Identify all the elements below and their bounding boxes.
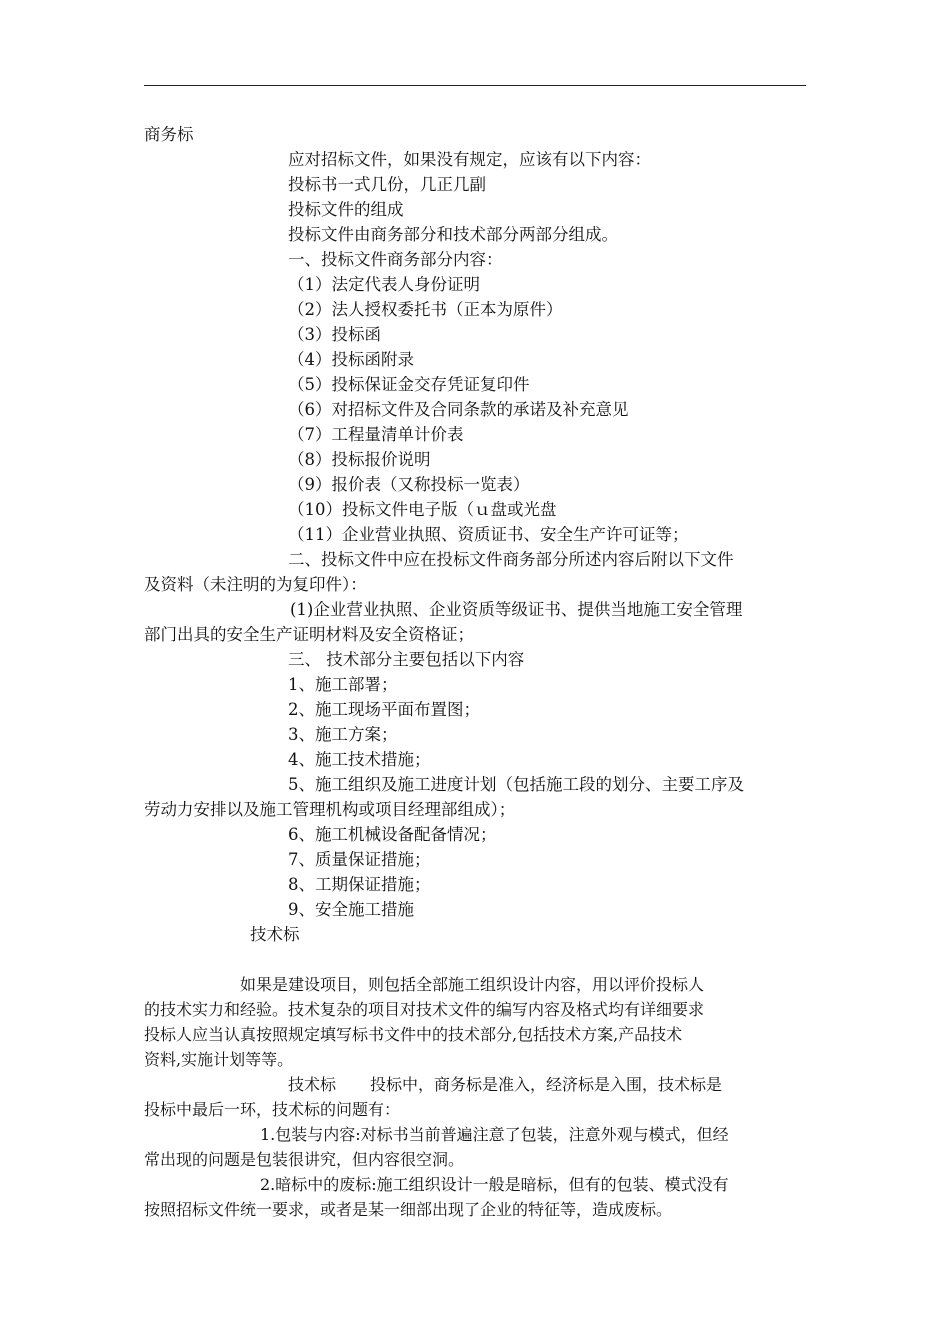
composition-heading: 投标文件的组成 <box>288 200 404 219</box>
paragraph-gap <box>144 947 806 972</box>
business-copies: 投标书一式几份，几正几副 <box>288 175 486 194</box>
list-item: （6）对招标文件及合同条款的承诺及补充意见 <box>288 400 629 419</box>
composition-text: 投标文件由商务部分和技术部分两部分组成。 <box>288 225 618 244</box>
tech-item-list <box>144 672 806 922</box>
technical-label: 技术标 <box>288 1075 337 1094</box>
section2-line-2: 及资料（未注明的为复印件）： <box>144 575 367 594</box>
document-body <box>144 122 806 1222</box>
list-item: （9）报价表（又称投标一览表） <box>288 475 530 494</box>
point2-line-2: 按照招标文件统一要求，或者是某一细部出现了企业的特征等，造成废标。 <box>144 1200 673 1219</box>
point2-line-1: 2.暗标中的废标:施工组织设计一般是暗标，但有的包装、模式没有 <box>260 1175 729 1194</box>
list-item: （5）投标保证金交存凭证复印件 <box>288 375 530 394</box>
business-intro: 应对招标文件，如果没有规定，应该有以下内容： <box>288 150 651 169</box>
section1-heading: 一、投标文件商务部分内容： <box>288 250 503 269</box>
technical-para2-text: 投标中，商务标是准入，经济标是入围，技术标是 <box>370 1075 723 1094</box>
technical-title: 技术标 <box>250 925 300 944</box>
point1-line-1: 1.包装与内容:对标书当前普遍注意了包装，注意外观与模式，但经 <box>260 1125 729 1144</box>
list-item: 7、质量保证措施； <box>288 850 431 869</box>
list-item: （10）投标文件电子版（ｕ盘或光盘 <box>288 500 557 519</box>
list-item: 2、施工现场平面布置图； <box>288 700 480 719</box>
list-item: （4）投标函附录 <box>288 350 414 369</box>
technical-para1-line-4: 资料,实施计划等等。 <box>144 1050 294 1069</box>
business-title: 商务标 <box>144 125 194 144</box>
technical-para1-line-2: 的技术实力和经验。技术复杂的项目对技术文件的编写内容及格式均有详细要求 <box>144 1000 705 1019</box>
list-item: （2）法人授权委托书（正本为原件） <box>288 300 563 319</box>
list-item: 6、施工机械设备配备情况； <box>288 825 497 844</box>
section3-heading: 三、 技术部分主要包括以下内容 <box>288 650 525 669</box>
technical-para2-line-2: 投标中最后一环，技术标的问题有： <box>144 1100 401 1119</box>
list-item: 8、工期保证措施； <box>288 875 431 894</box>
list-item: 5、施工组织及施工进度计划（包括施工段的划分、主要工序及 <box>288 775 744 794</box>
list-item: （11）企业营业执照、资质证书、安全生产许可证等； <box>288 525 689 544</box>
list-item: 4、施工技术措施； <box>288 750 431 769</box>
list-item: （3）投标函 <box>288 325 381 344</box>
list-item: （8）投标报价说明 <box>288 450 431 469</box>
list-item: 3、施工方案； <box>288 725 398 744</box>
business-item-list <box>144 272 806 547</box>
point1-line-2: 常出现的问题是包装很讲究，但内容很空洞。 <box>144 1150 465 1169</box>
list-item: 9、安全施工措施 <box>288 900 414 919</box>
section2-item-line-2: 部门出具的安全生产证明材料及安全资格证； <box>144 625 474 644</box>
technical-para2-line-1 <box>144 1072 806 1097</box>
list-item-continuation: 劳动力安排以及施工管理机构或项目经理部组成）； <box>144 800 516 819</box>
list-item: （1）法定代表人身份证明 <box>288 275 480 294</box>
section2-item-line-1: (1)企业营业执照、企业资质等级证书、提供当地施工安全管理 <box>290 600 743 619</box>
technical-para1-line-3: 投标人应当认真按照规定填写标书文件中的技术部分,包括技术方案,产品技术 <box>144 1025 683 1044</box>
list-item: 1、施工部署； <box>288 675 398 694</box>
section2-line-1: 二、投标文件中应在投标文件商务部分所述内容后附以下文件 <box>288 550 734 569</box>
list-item: （7）工程量清单计价表 <box>288 425 464 444</box>
technical-para1-line-1: 如果是建设项目，则包括全部施工组织设计内容，用以评价投标人 <box>240 975 705 994</box>
header-rule <box>144 85 806 86</box>
